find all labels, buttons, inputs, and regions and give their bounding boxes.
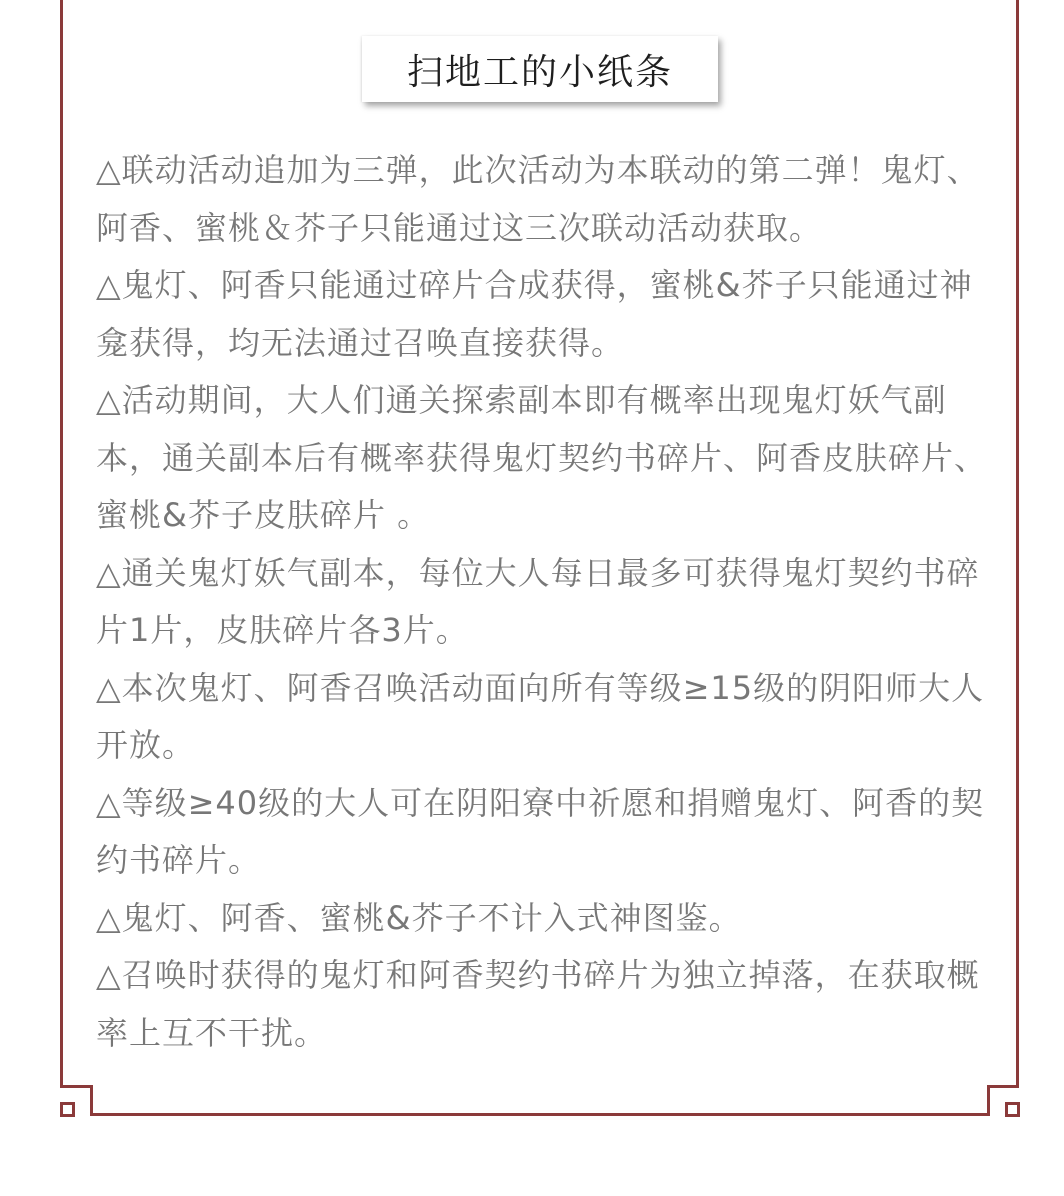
note-item: △召唤时获得的鬼灯和阿香契约书碎片为独立掉落，在获取概率上互不干扰。 <box>96 956 980 1052</box>
note-item: △本次鬼灯、阿香召唤活动面向所有等级≥15级的阴阳师大人开放。 <box>96 668 985 764</box>
note-item: △活动期间，大人们通关探索副本即有概率出现鬼灯妖气副本，通关副本后有概率获得鬼灯契约书碎片、阿香皮肤碎片、蜜桃&芥子皮肤碎片 。 <box>96 381 988 534</box>
title-card <box>362 36 718 102</box>
note-item: △通关鬼灯妖气副本，每位大人每日最多可获得鬼灯契约书碎片1片，皮肤碎片各3片。 <box>96 553 980 649</box>
note-item: △等级≥40级的大人可在阴阳寮中祈愿和捐赠鬼灯、阿香的契约书碎片。 <box>96 783 985 879</box>
page-title: 扫地工的小纸条 <box>406 51 673 93</box>
frame-corner-square-right <box>1005 1102 1020 1117</box>
note-item: △鬼灯、阿香只能通过碎片合成获得，蜜桃&芥子只能通过神龛获得，均无法通过召唤直接获得。 <box>96 266 973 362</box>
note-item: △联动活动追加为三弹，此次活动为本联动的第二弹！鬼灯、阿香、蜜桃＆芥子只能通过这三次联动活动获取。 <box>96 151 980 247</box>
frame-corner-square-left <box>60 1102 75 1117</box>
frame-corner-bottom-left-vertical <box>90 1085 93 1116</box>
note-item: △鬼灯、阿香、蜜桃&芥子不计入式神图鉴。 <box>96 898 742 937</box>
frame-corner-bottom-right-vertical <box>987 1085 990 1116</box>
notes-list <box>96 142 988 1062</box>
frame-left-border <box>60 0 63 1088</box>
frame-corner-bottom-left <box>60 1085 93 1088</box>
frame-bottom-border <box>90 1113 990 1116</box>
frame-right-border <box>1016 0 1019 1088</box>
frame-corner-bottom-right <box>987 1085 1019 1088</box>
